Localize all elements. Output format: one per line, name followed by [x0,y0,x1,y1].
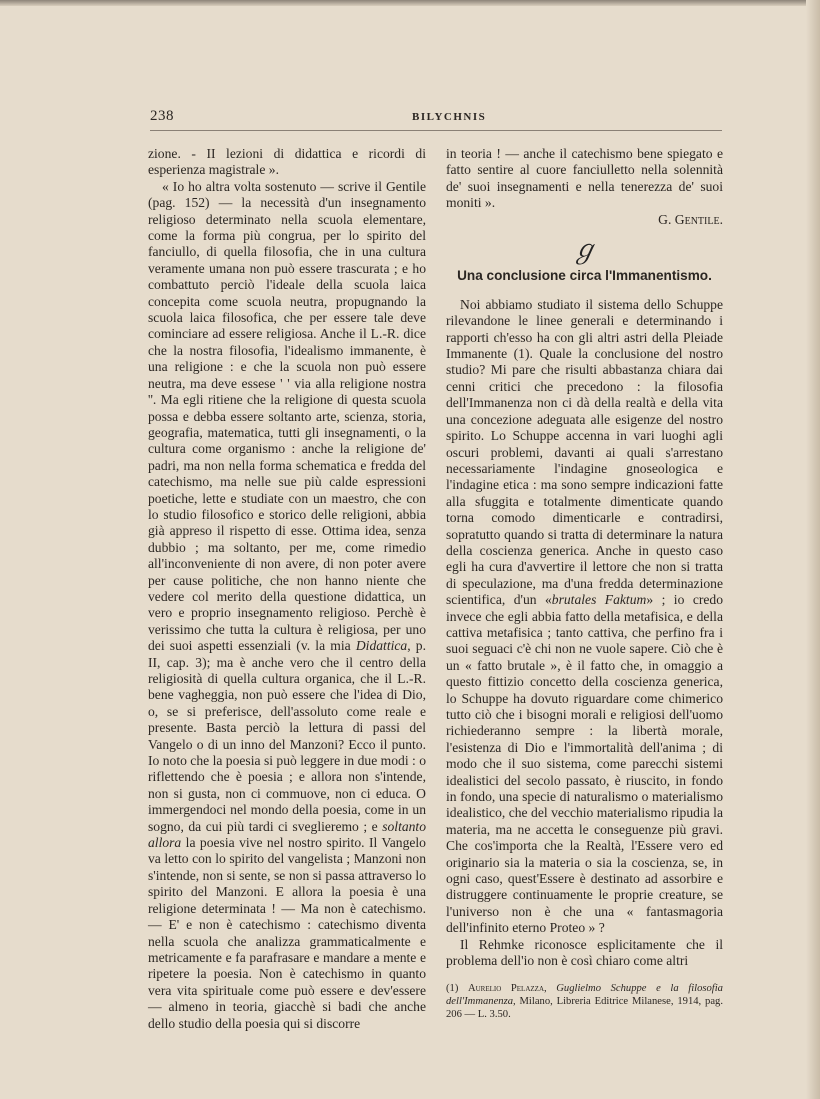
paragraph: in teoria ! — anche il catechismo bene spiegato e fatto sentire al cuore fanciulletto nella solennità de' suoi insegnamenti e nella tenerezza de' suoi moniti ». [446,146,723,211]
footnote: (1) Aurelio Pelazza, Guglielmo Schuppe e la filosofia dell'Immanenza, Milano, Libreria Editrice Milanese, 1914, pag. 206 — L. 3.50. [446,982,723,1020]
running-title: BILYCHNIS [412,111,487,123]
gentile-quote-paragraph: « Io ho altra volta sostenuto — scrive il Gentile (pag. 152) — la necessità d'un insegnamento religioso determinato nella scuola elementare, come la forma più congrua, per lo spirito del fanciullo, di quella filosofia, che in una cultura veramente umana non può essere trascurata ; e ho combattuto perciò l'ideale della scuola laica concepita come scuola neutra, propugnando la scuola laica filosofica, che per essere tale deve cominciare ad essere religiosa. Anche il L.-R. dice che la nostra filosofia, l'idealismo immanente, è una religione : e che la scuola non può essere neutra, ma deve essese ' ' via alla religione nostra ''. Ma egli ritiene che la religione di questa scuola possa e debba essere soltanto arte, scienza, storia, geografia, matematica, tutti gli insegnamenti, o la cultura come organismo : anche la religione de' padri, ma non nella forma schematica e fredda del catechismo, ma nelle sue più calde espressioni poetiche, lette e studiate con un maestro, che con lo studio filosofico e storico delle religioni, abbia già appreso il rispetto di esse. Ottima idea, senza dubbio ; ma soltanto, per me, come rimedio all'inconveniente di non avere, di non poter avere per cause politiche, che non hanno niente che vedere col merito della questione didattica, un vero e proprio insegnamento religioso. Perchè è verissimo che tutta la cultura è religiosa, per uno dei suoi aspetti essenziali (v. la mia Didattica, p. II, cap. 3); ma è anche vero che il centro della religiosità di quella cultura organica, che il L.-R. bene vagheggia, non può essere che l'idea di Dio, o, se si preferisce, dell'assoluto come reale e presente. Basta perciò la lettura di passi del Vangelo o di un inno del Manzoni? Ecco il punto. Io noto che la poesia si può leggere in due modi : o riflettendo che è poesia ; e allora non s'intende, non si gusta, non ci commuove, non ci educa. O immergendoci nel mondo della poesia, come in un sogno, da cui più tardi ci sveglieremo ; e soltanto allora la poesia vive nel nostro spirito. Il Vangelo va letto con lo spirito del vangelista ; Manzoni non s'intende, non si sente, se non si passa attraverso lo spirito del Manzoni. E allora la poesia è una religione determinata ! — Ma non è catechismo. — E' e non è catechismo : catechismo diventa nella scuola che analizza grammaticalmente e metricamente e fa parafrasare e mandare a mente e ripetere la poesia. Non è catechismo in quanto vera vita spirituale come può essere e dev'essere — almeno in teoria, giacchè si badi che anche dello studio della poesia qui si discorre [148,178,427,1031]
left-column [148,146,426,1032]
signature: G. Gentile. [658,211,723,227]
header-rule [150,130,722,131]
paragraph: Noi abbiamo studiato il sistema dello Schuppe rilevandone le linee generali e determinando i rapporti ch'esso ha con gli altri astri della Pleiade Immanente (1). Quale la conclusione del nostro studio? Mi pare che risulti abbastanza chiara dai cenni critici che precedono : la filosofia dell'Immanenza non ci dà della realtà e della vita una concezione adeguata alle esigenze del nostro spirito. Lo Schuppe accenna in vari luoghi agli oscuri problemi, davanti ai quali s'arrestano necessariamente l'indagine gnoseologica e l'indagine etica : ma sono sempre indicazioni fatte alla sfuggita e totalmente dimenticate quando torna comodo dimenticarle e contradirsi, sopratutto quando si tratta di determinare la natura della coscienza generica. Anche in questo caso egli ha cura d'avvertire il lettore che non si tratta di speculazione, ma d'una fredda determinazione scientifica, d'un «brutales Faktum» ; io credo invece che egli abbia fatto della metafisica, e della cattiva metafisica ; tanto cattiva, che perfino fra i suoi seguaci c'è chi non ne vuole sapere. Ciò che è un « fatto brutale », è il fatto che, in omaggio a questo fittizio concetto della coscienza generica, lo Schuppe ha dovuto riguardare come chimerico tutto ciò che i bisogni morali e religiosi dell'uomo richiederanno sempre : la libertà morale, l'esistenza di Dio e l'immortalità dell'anima ; di modo che il suo sistema, come parecchi sistemi idealistici del secolo passato, è riuscito, in fondo in fondo, una specie di naturalismo o materialismo idealistico, che del vecchio materialismo ripudia la materia, ma ne accetta le conseguenze più gravi. Che cos'importa che la Realtà, l'Essere vero ed originario sia la materia o sia la coscienza, se, in ogni caso, quest'Essere è destinato ad assorbire e distruggere continuamente le proprie creature, se l'universo non è che una « fantasmagoria dell'infinito eterno Proteo » ? [446,296,724,936]
page-right-edge [806,0,820,1099]
right-column [446,146,723,1021]
page-top-edge [0,0,820,6]
paragraph: zione. - II lezioni di didattica e ricordi di esperienza magistrale ». [148,146,426,178]
page-header [150,108,722,134]
section-heading: Una conclusione circa l'Immanentismo. [457,268,712,284]
page-number: 238 [150,108,174,124]
leaf-ornament-icon: ℊ [571,235,598,265]
paragraph: Il Rehmke riconosce esplicitamente che il problema dell'io non è così chiaro come altri [446,936,723,969]
